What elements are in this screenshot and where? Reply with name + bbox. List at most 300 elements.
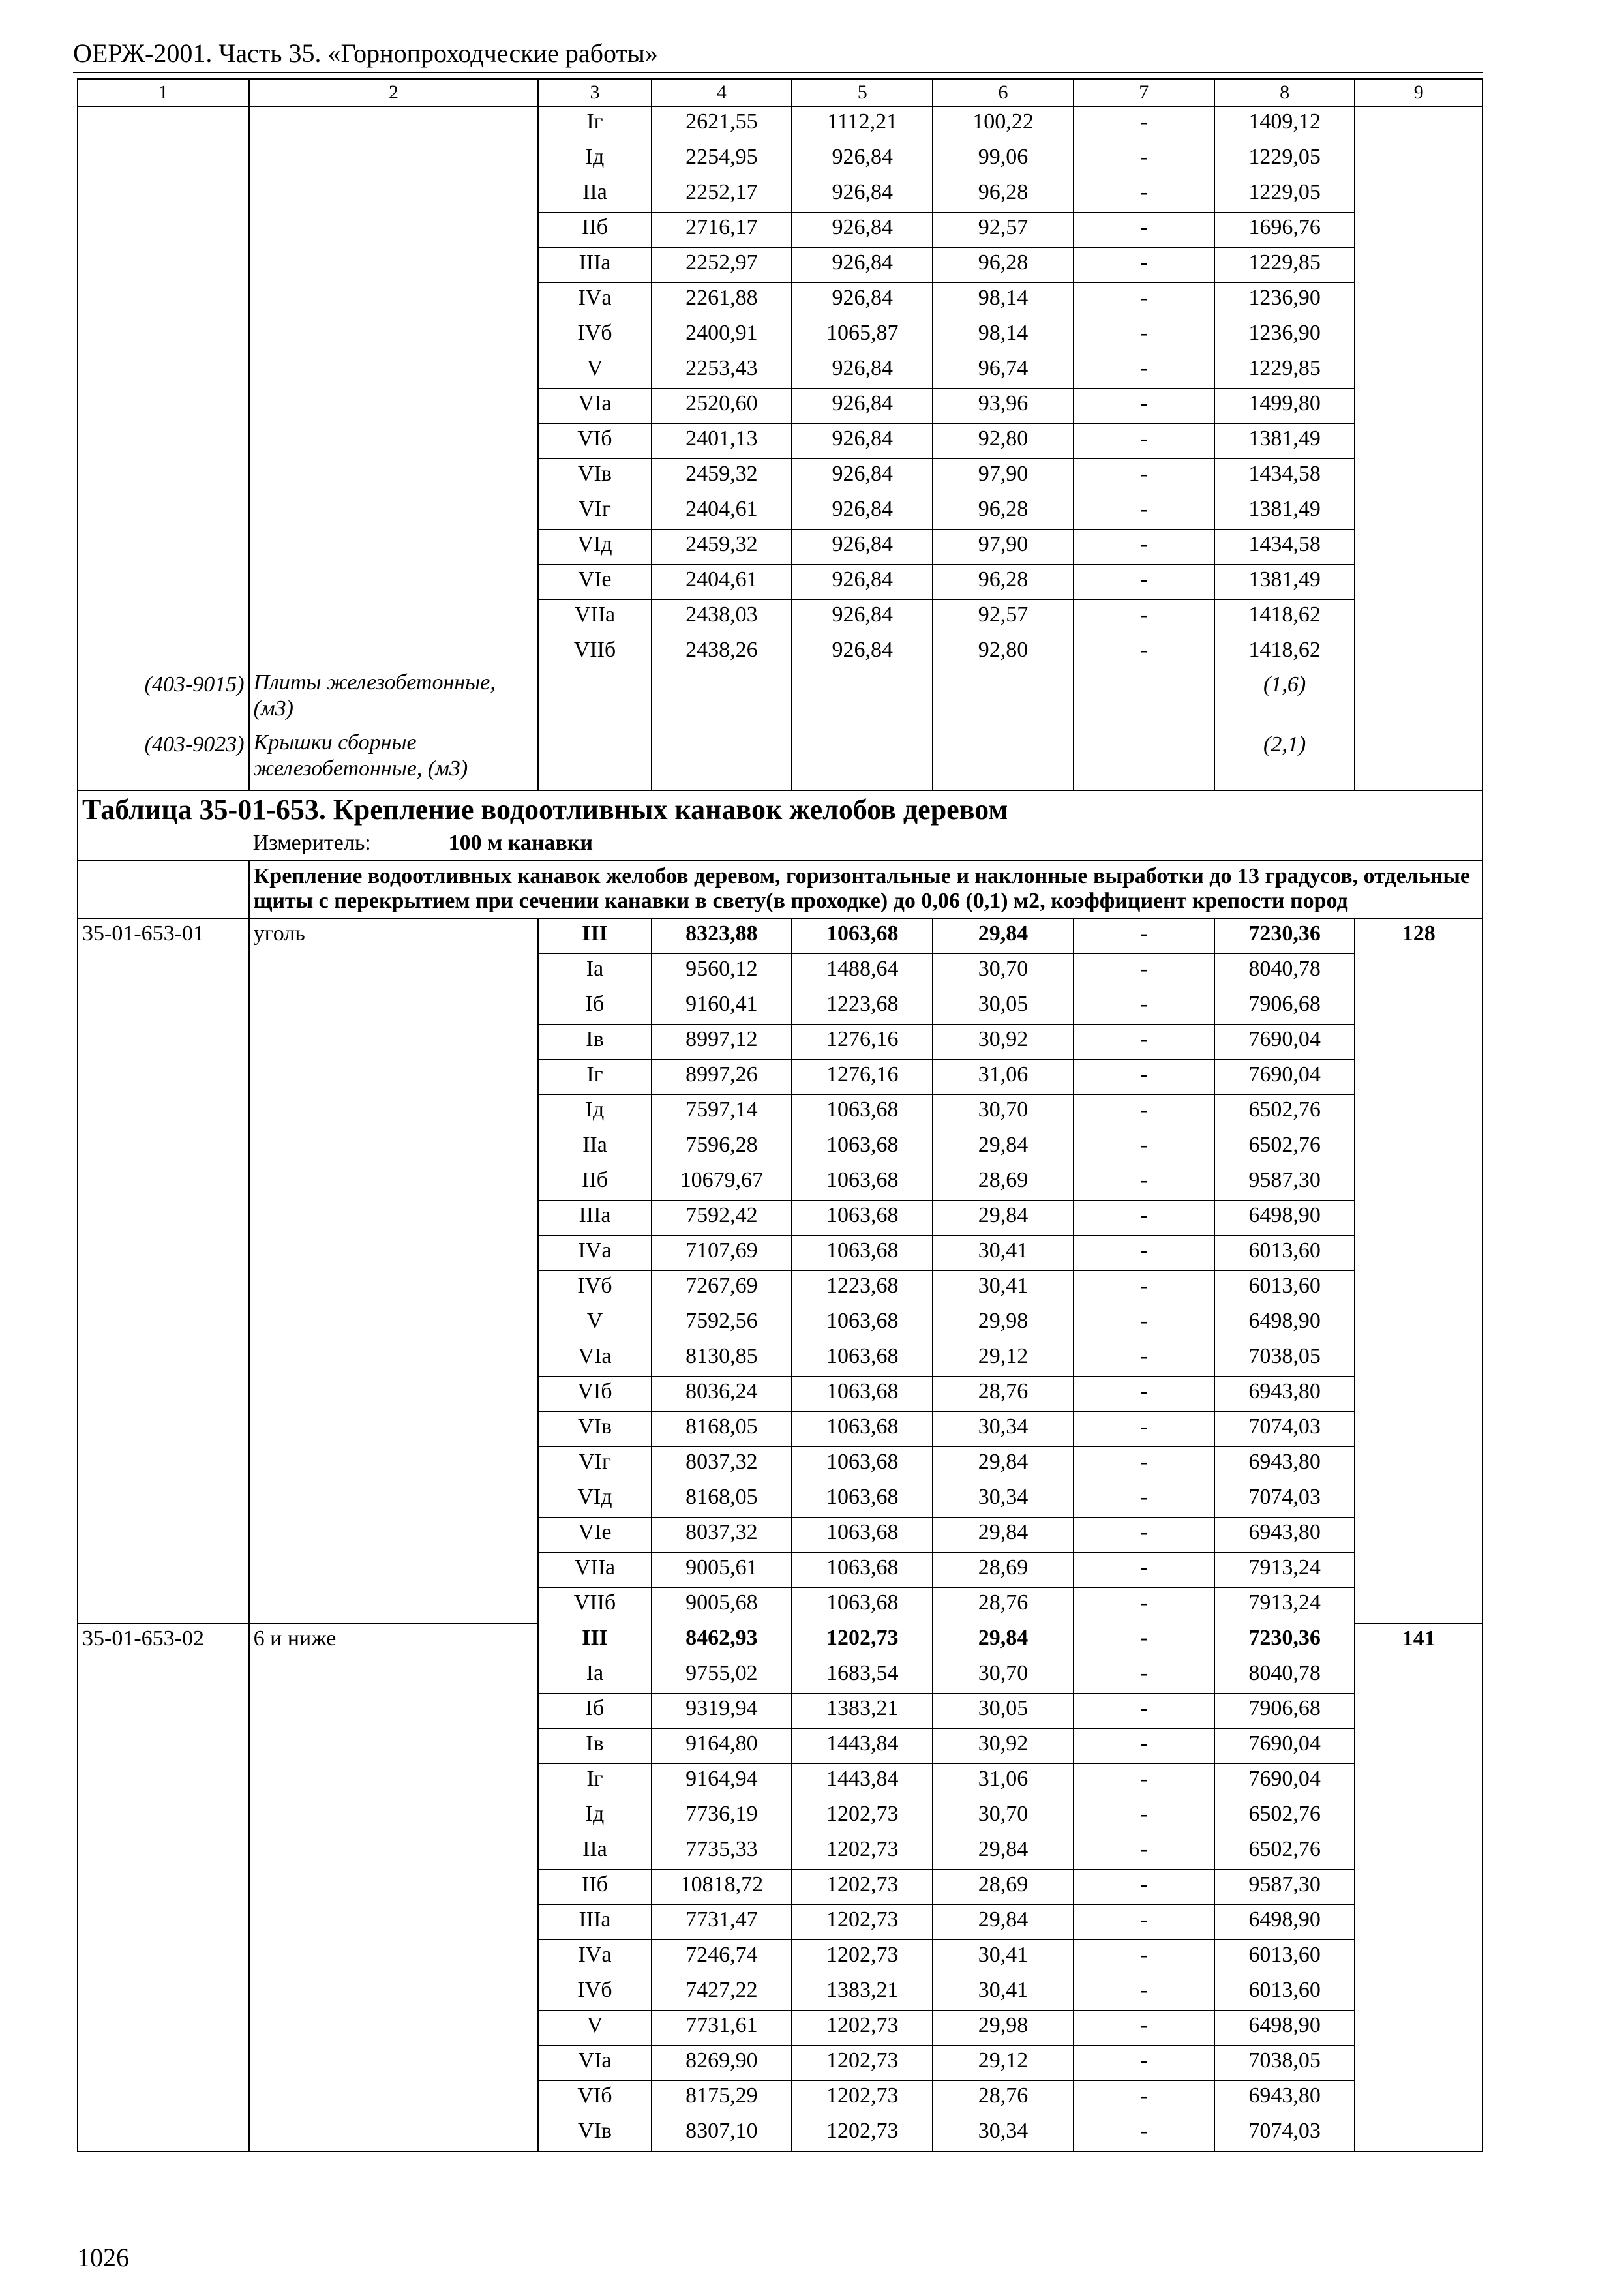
value-cell: 6498,90 [1214, 1201, 1355, 1236]
value-cell: 97,90 [933, 459, 1074, 494]
empty-cell [78, 635, 249, 670]
empty-cell [249, 1095, 539, 1130]
value-cell: 7731,61 [652, 2011, 792, 2046]
empty-cell [1355, 142, 1482, 177]
empty-cell [1355, 389, 1482, 424]
value-cell: 6502,76 [1214, 1130, 1355, 1165]
value-cell: 926,84 [792, 283, 933, 318]
empty-cell [78, 1482, 249, 1518]
value-cell: 1063,68 [792, 1130, 933, 1165]
table-row [78, 1447, 1482, 1482]
empty-cell [1355, 494, 1482, 530]
value-cell: 8130,85 [652, 1341, 792, 1377]
value-cell: 28,76 [933, 1588, 1074, 1623]
table-row [78, 1764, 1482, 1799]
empty-cell [652, 730, 792, 790]
value-cell: 7038,05 [1214, 1341, 1355, 1377]
empty-cell [78, 1447, 249, 1482]
category-cell: VIе [538, 1518, 651, 1553]
value-cell: 926,84 [792, 424, 933, 459]
value-cell: - [1074, 2081, 1214, 2116]
empty-cell [1355, 1095, 1482, 1130]
empty-cell [1355, 1165, 1482, 1201]
category-cell: V [538, 2011, 651, 2046]
value-cell: 1202,73 [792, 1905, 933, 1940]
value-cell: 2459,32 [652, 459, 792, 494]
value-cell: 7731,47 [652, 1905, 792, 1940]
value-cell: 30,70 [933, 1658, 1074, 1694]
value-cell: 1434,58 [1214, 459, 1355, 494]
value-cell: - [1074, 600, 1214, 635]
column9-value: 141 [1355, 1623, 1482, 1658]
table-row [78, 318, 1482, 353]
value-cell: 30,05 [933, 1694, 1074, 1729]
empty-cell [249, 565, 539, 600]
value-cell: 1381,49 [1214, 565, 1355, 600]
empty-cell [249, 459, 539, 494]
table-row [78, 1412, 1482, 1447]
value-cell: 1063,68 [792, 1236, 933, 1271]
value-cell: - [1074, 1764, 1214, 1799]
empty-cell [78, 1834, 249, 1870]
table-row [78, 1060, 1482, 1095]
value-cell: 1488,64 [792, 954, 933, 989]
value-cell: 8037,32 [652, 1518, 792, 1553]
empty-cell [249, 1482, 539, 1518]
value-cell: 926,84 [792, 389, 933, 424]
category-cell: IVб [538, 1975, 651, 2011]
table-row [78, 1870, 1482, 1905]
value-cell: - [1074, 1377, 1214, 1412]
empty-cell [792, 670, 933, 730]
empty-cell [1355, 730, 1482, 790]
empty-cell [249, 1201, 539, 1236]
value-cell: - [1074, 1095, 1214, 1130]
value-cell: 92,57 [933, 213, 1074, 248]
value-cell: - [1074, 2011, 1214, 2046]
value-cell: 6943,80 [1214, 1377, 1355, 1412]
value-cell: 7074,03 [1214, 1412, 1355, 1447]
empty-cell [78, 1694, 249, 1729]
empty-cell [1355, 1975, 1482, 2011]
col-number: 9 [1355, 79, 1482, 106]
value-cell: 2252,17 [652, 177, 792, 213]
value-cell: 7592,56 [652, 1306, 792, 1341]
empty-cell [933, 670, 1074, 730]
value-cell: - [1074, 106, 1214, 142]
value-cell: - [1074, 1412, 1214, 1447]
value-cell: 926,84 [792, 213, 933, 248]
empty-cell [78, 829, 249, 861]
empty-cell [1355, 565, 1482, 600]
empty-cell [1355, 1553, 1482, 1588]
value-cell: 7246,74 [652, 1940, 792, 1975]
measure-value: 100 м канавки [448, 831, 593, 855]
empty-cell [1355, 635, 1482, 670]
table-row [78, 1306, 1482, 1341]
category-cell: Iг [538, 1764, 651, 1799]
category-cell: VIб [538, 1377, 651, 1412]
value-cell: 2252,97 [652, 248, 792, 283]
value-cell: 926,84 [792, 600, 933, 635]
category-cell: IIб [538, 213, 651, 248]
category-cell: VIв [538, 2116, 651, 2152]
value-cell: 2261,88 [652, 283, 792, 318]
measure-cell [249, 829, 1482, 861]
value-cell: 1229,05 [1214, 142, 1355, 177]
empty-cell [249, 954, 539, 989]
empty-cell [78, 954, 249, 989]
value-cell: 7427,22 [652, 1975, 792, 2011]
row-name: 6 и ниже [249, 1623, 539, 1658]
value-cell: 1063,68 [792, 1482, 933, 1518]
category-cell: VIд [538, 1482, 651, 1518]
empty-cell [1355, 1940, 1482, 1975]
value-cell: - [1074, 1799, 1214, 1834]
empty-cell [78, 1060, 249, 1095]
empty-cell [78, 600, 249, 635]
value-cell: 9164,94 [652, 1764, 792, 1799]
empty-cell [249, 1588, 539, 1623]
empty-cell [1355, 954, 1482, 989]
empty-cell [1355, 318, 1482, 353]
table-row [78, 1588, 1482, 1623]
empty-cell [249, 1165, 539, 1201]
empty-cell [1355, 2081, 1482, 2116]
value-cell: 1499,80 [1214, 389, 1355, 424]
category-cell: VIб [538, 424, 651, 459]
category-cell: VIа [538, 2046, 651, 2081]
value-cell: - [1074, 1025, 1214, 1060]
value-cell: 29,84 [933, 1201, 1074, 1236]
value-cell: 1063,68 [792, 1306, 933, 1341]
value-cell: 1236,90 [1214, 283, 1355, 318]
table-row [78, 177, 1482, 213]
value-cell: 8462,93 [652, 1623, 792, 1658]
value-cell: 7230,36 [1214, 918, 1355, 954]
empty-cell [1355, 248, 1482, 283]
table-row [78, 635, 1482, 670]
value-cell: 1276,16 [792, 1060, 933, 1095]
value-cell: 1381,49 [1214, 494, 1355, 530]
empty-cell [249, 318, 539, 353]
empty-cell [249, 1412, 539, 1447]
value-cell: 2253,43 [652, 353, 792, 389]
value-cell: 1276,16 [792, 1025, 933, 1060]
empty-cell [1355, 1341, 1482, 1377]
col-number: 1 [78, 79, 249, 106]
empty-cell [1355, 1518, 1482, 1553]
value-cell: 1202,73 [792, 2116, 933, 2152]
value-cell: 31,06 [933, 1060, 1074, 1095]
table-row [78, 1377, 1482, 1412]
value-cell: 96,28 [933, 494, 1074, 530]
empty-cell [1355, 1799, 1482, 1834]
material-row [78, 670, 1482, 730]
value-cell: - [1074, 530, 1214, 565]
value-cell: 1409,12 [1214, 106, 1355, 142]
value-cell: 9587,30 [1214, 1870, 1355, 1905]
category-cell: Iд [538, 1799, 651, 1834]
value-cell: - [1074, 1588, 1214, 1623]
empty-cell [1355, 1306, 1482, 1341]
value-cell: 7038,05 [1214, 2046, 1355, 2081]
category-cell: VIа [538, 389, 651, 424]
value-cell: 7592,42 [652, 1201, 792, 1236]
value-cell: 7913,24 [1214, 1553, 1355, 1588]
value-cell: 7230,36 [1214, 1623, 1355, 1658]
value-cell: 1202,73 [792, 2081, 933, 2116]
empty-cell [249, 106, 539, 142]
empty-cell [249, 494, 539, 530]
empty-cell [249, 1025, 539, 1060]
category-cell: IIб [538, 1165, 651, 1201]
value-cell: 7074,03 [1214, 2116, 1355, 2152]
value-cell: 1063,68 [792, 1588, 933, 1623]
category-cell: IVа [538, 283, 651, 318]
table-row [78, 1165, 1482, 1201]
value-cell: 1065,87 [792, 318, 933, 353]
value-cell: 2400,91 [652, 318, 792, 353]
empty-cell [78, 1130, 249, 1165]
empty-cell [78, 1518, 249, 1553]
value-cell: 29,84 [933, 1447, 1074, 1482]
value-cell: 6013,60 [1214, 1236, 1355, 1271]
value-cell: 30,92 [933, 1729, 1074, 1764]
empty-cell [78, 1588, 249, 1623]
col-number: 6 [933, 79, 1074, 106]
empty-cell [1355, 989, 1482, 1025]
empty-cell [249, 1271, 539, 1306]
empty-cell [1355, 1025, 1482, 1060]
value-cell: 100,22 [933, 106, 1074, 142]
value-cell: 30,70 [933, 1799, 1074, 1834]
empty-cell [1355, 459, 1482, 494]
category-cell: Iг [538, 106, 651, 142]
value-cell: 6502,76 [1214, 1095, 1355, 1130]
table-row [78, 989, 1482, 1025]
category-cell: III [538, 918, 651, 954]
value-cell: 30,70 [933, 954, 1074, 989]
category-cell: III [538, 1623, 651, 1658]
category-cell: VIIа [538, 1553, 651, 1588]
empty-cell [1355, 2046, 1482, 2081]
value-cell: 98,14 [933, 318, 1074, 353]
empty-cell [249, 989, 539, 1025]
material-name: Плиты железобетонные, (м3) [249, 670, 539, 730]
value-cell: 30,41 [933, 1271, 1074, 1306]
empty-cell [249, 1060, 539, 1095]
empty-cell [78, 1412, 249, 1447]
value-cell: 1202,73 [792, 1940, 933, 1975]
empty-cell [249, 1940, 539, 1975]
category-cell: IIб [538, 1870, 651, 1905]
empty-cell [249, 1870, 539, 1905]
value-cell: 6943,80 [1214, 2081, 1355, 2116]
value-cell: 29,84 [933, 1905, 1074, 1940]
table-row [78, 142, 1482, 177]
value-cell: - [1074, 283, 1214, 318]
value-cell: 926,84 [792, 530, 933, 565]
empty-cell [78, 1201, 249, 1236]
value-cell: 6498,90 [1214, 1306, 1355, 1341]
value-cell: 1202,73 [792, 2011, 933, 2046]
value-cell: 2621,55 [652, 106, 792, 142]
empty-cell [78, 989, 249, 1025]
value-cell: 926,84 [792, 635, 933, 670]
value-cell: 30,05 [933, 989, 1074, 1025]
table-row [78, 1236, 1482, 1271]
value-cell: 926,84 [792, 459, 933, 494]
empty-cell [538, 670, 651, 730]
empty-cell [78, 2011, 249, 2046]
table-row [78, 565, 1482, 600]
value-cell: - [1074, 1729, 1214, 1764]
empty-cell [1355, 530, 1482, 565]
value-cell: 2401,13 [652, 424, 792, 459]
category-cell: IIIа [538, 248, 651, 283]
value-cell: 1063,68 [792, 1553, 933, 1588]
value-cell: - [1074, 1482, 1214, 1518]
value-cell: 30,92 [933, 1025, 1074, 1060]
value-cell: 926,84 [792, 248, 933, 283]
empty-cell [1355, 2011, 1482, 2046]
empty-cell [249, 635, 539, 670]
value-cell: 96,28 [933, 565, 1074, 600]
column-numbers-row [78, 79, 1482, 106]
value-cell: 7267,69 [652, 1271, 792, 1306]
col-number: 3 [538, 79, 651, 106]
table-row [78, 283, 1482, 318]
empty-cell [249, 1764, 539, 1799]
value-cell: 8040,78 [1214, 1658, 1355, 1694]
value-cell: 99,06 [933, 142, 1074, 177]
row-name: уголь [249, 918, 539, 954]
value-cell: 926,84 [792, 353, 933, 389]
table-title-row [78, 790, 1482, 829]
value-cell: 29,12 [933, 1341, 1074, 1377]
value-cell: 1063,68 [792, 1095, 933, 1130]
empty-cell [249, 1834, 539, 1870]
empty-cell [249, 1658, 539, 1694]
empty-cell [1355, 1447, 1482, 1482]
empty-cell [78, 1975, 249, 2011]
table-row [78, 1905, 1482, 1940]
category-cell: VIг [538, 494, 651, 530]
value-cell: - [1074, 1130, 1214, 1165]
value-cell: 1229,85 [1214, 248, 1355, 283]
empty-cell [249, 1236, 539, 1271]
empty-cell [1355, 600, 1482, 635]
table-row [78, 1834, 1482, 1870]
empty-cell [792, 730, 933, 790]
value-cell: 96,28 [933, 177, 1074, 213]
value-cell: - [1074, 1306, 1214, 1341]
value-cell: 8168,05 [652, 1482, 792, 1518]
value-cell: 1063,68 [792, 1341, 933, 1377]
value-cell: 30,34 [933, 2116, 1074, 2152]
empty-cell [78, 494, 249, 530]
empty-cell [78, 1764, 249, 1799]
value-cell: 9005,68 [652, 1588, 792, 1623]
category-cell: VIе [538, 565, 651, 600]
value-cell: 1229,85 [1214, 353, 1355, 389]
empty-cell [78, 389, 249, 424]
value-cell: - [1074, 248, 1214, 283]
empty-cell [652, 670, 792, 730]
value-cell: - [1074, 1694, 1214, 1729]
value-cell: 7736,19 [652, 1799, 792, 1834]
empty-cell [1355, 1834, 1482, 1870]
value-cell: 6943,80 [1214, 1447, 1355, 1482]
empty-cell [249, 1447, 539, 1482]
value-cell: 1202,73 [792, 1799, 933, 1834]
category-cell: VIб [538, 2081, 651, 2116]
category-cell: IIIа [538, 1905, 651, 1940]
empty-cell [249, 213, 539, 248]
value-cell: 30,41 [933, 1975, 1074, 2011]
table-description: Крепление водоотливных канавок желобов деревом, горизонтальные и наклонные выработки до 13 градусов, отдельные щиты с перекрытием при сечении канавки в свету(в проходке) до 0,06 (0,1) м2, коэффициент крепости пород [249, 861, 1482, 918]
value-cell: 28,69 [933, 1870, 1074, 1905]
table-row [78, 2081, 1482, 2116]
empty-cell [78, 424, 249, 459]
empty-cell [249, 2046, 539, 2081]
value-cell: 29,98 [933, 2011, 1074, 2046]
table-row [78, 1975, 1482, 2011]
empty-cell [78, 1271, 249, 1306]
empty-cell [78, 1940, 249, 1975]
table-row [78, 494, 1482, 530]
value-cell: 1696,76 [1214, 213, 1355, 248]
value-cell: 1381,49 [1214, 424, 1355, 459]
empty-cell [249, 1130, 539, 1165]
value-cell: 1063,68 [792, 1412, 933, 1447]
value-cell: - [1074, 565, 1214, 600]
value-cell: 9005,61 [652, 1553, 792, 1588]
value-cell: 96,28 [933, 248, 1074, 283]
value-cell: 2404,61 [652, 494, 792, 530]
value-cell: 9319,94 [652, 1694, 792, 1729]
table-row [78, 1694, 1482, 1729]
value-cell: 7906,68 [1214, 1694, 1355, 1729]
empty-cell [1355, 1271, 1482, 1306]
empty-cell [78, 1377, 249, 1412]
material-name: Крышки сборные железобетонные, (м3) [249, 730, 539, 790]
empty-cell [1355, 670, 1482, 730]
value-cell: 1202,73 [792, 1870, 933, 1905]
empty-cell [249, 530, 539, 565]
category-cell: IVб [538, 1271, 651, 1306]
value-cell: 6013,60 [1214, 1271, 1355, 1306]
value-cell: 7597,14 [652, 1095, 792, 1130]
category-cell: VIIа [538, 600, 651, 635]
table-row [78, 213, 1482, 248]
empty-cell [1355, 1729, 1482, 1764]
empty-cell [249, 389, 539, 424]
col-number: 5 [792, 79, 933, 106]
value-cell: 8040,78 [1214, 954, 1355, 989]
value-cell: 1418,62 [1214, 635, 1355, 670]
table-row [78, 2116, 1482, 2152]
col-number: 2 [249, 79, 539, 106]
value-cell: - [1074, 1201, 1214, 1236]
empty-cell [1074, 730, 1214, 790]
value-cell: 1443,84 [792, 1729, 933, 1764]
table-row [78, 1658, 1482, 1694]
value-cell: 97,90 [933, 530, 1074, 565]
value-cell: 1418,62 [1214, 600, 1355, 635]
empty-cell [1355, 1060, 1482, 1095]
